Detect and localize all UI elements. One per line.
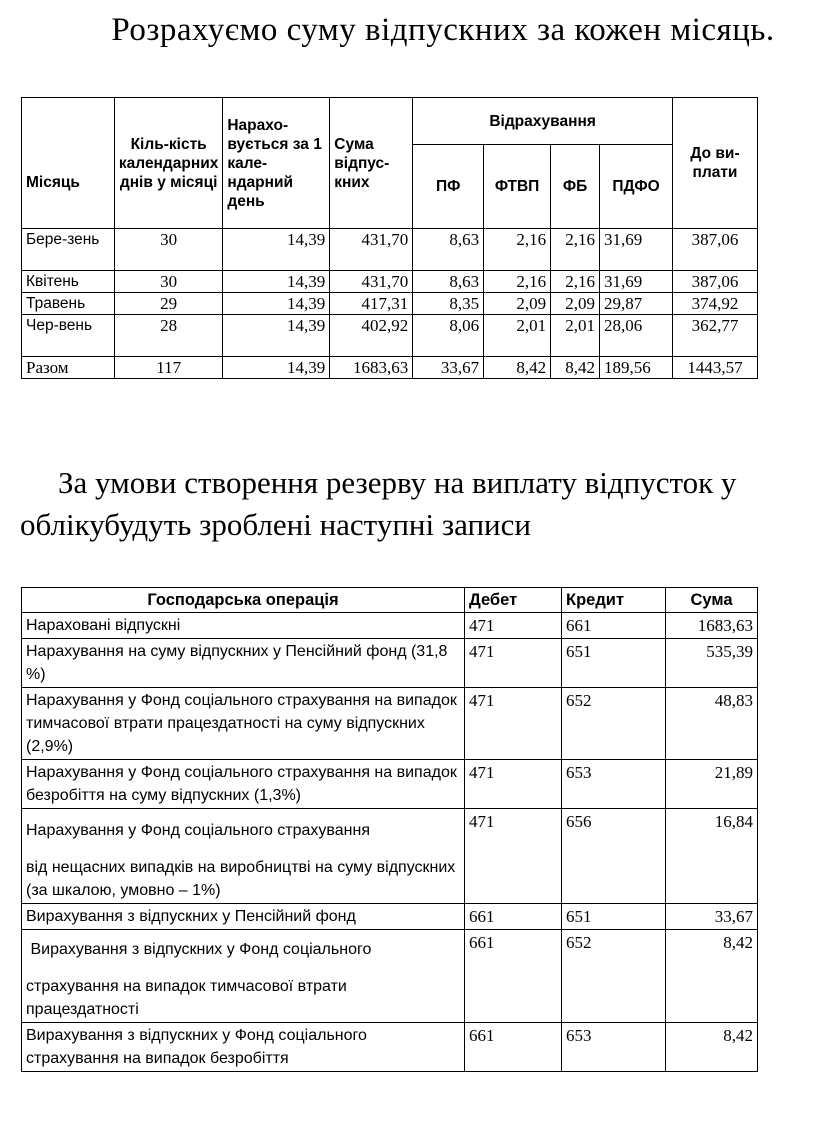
cell-payout: 362,77 [673, 315, 758, 357]
cell-days: 29 [114, 293, 222, 315]
cell-sum: 431,70 [330, 229, 413, 271]
cell-pdfo: 31,69 [600, 271, 673, 293]
header-deductions: Відрахування [413, 98, 673, 145]
cell-sum: 8,42 [666, 930, 758, 1023]
table-row [22, 809, 758, 904]
cell-credit: 652 [562, 930, 666, 1023]
cell-payout: 387,06 [673, 229, 758, 271]
cell-sum: 402,92 [330, 315, 413, 357]
table-row [22, 315, 758, 357]
table-row [22, 293, 758, 315]
cell-debit: 471 [465, 809, 562, 904]
cell-ftvp: 2,09 [484, 293, 551, 315]
cell-month: Травень [22, 293, 115, 315]
header-credit: Кредит [562, 588, 666, 613]
cell-debit: 661 [465, 930, 562, 1023]
cell-per-day: 14,39 [223, 293, 330, 315]
header-month: Місяць [22, 98, 115, 229]
cell-debit: 471 [465, 639, 562, 688]
operation-line-a: Вирахування з відпускних у Фонд соціального [26, 941, 372, 958]
cell-sum: 417,31 [330, 293, 413, 315]
cell-pdfo: 29,87 [600, 293, 673, 315]
cell-operation [22, 809, 465, 904]
cell-credit: 651 [562, 639, 666, 688]
cell-credit: 652 [562, 688, 666, 760]
cell-debit: 471 [465, 613, 562, 639]
table-row [22, 613, 758, 639]
cell-operation: Нарахування на суму відпускних у Пенсійний фонд (31,8 %) [22, 639, 465, 688]
journal-entries-table [21, 587, 758, 1072]
operation-line-b: страхування на випадок тимчасової втрати працездатності [26, 978, 352, 1018]
header-ftvp: ФТВП [484, 145, 551, 229]
cell-debit: 471 [465, 760, 562, 809]
cell-debit: 471 [465, 688, 562, 760]
table-row [22, 930, 758, 1023]
cell-sum: 16,84 [666, 809, 758, 904]
cell-payout: 374,92 [673, 293, 758, 315]
cell-debit: 661 [465, 904, 562, 930]
cell-ftvp: 2,16 [484, 229, 551, 271]
table-row [22, 1023, 758, 1072]
header-per-day: Нарахо-вується за 1 кале-ндарний день [223, 98, 330, 229]
cell-sum: 431,70 [330, 271, 413, 293]
table-row [22, 639, 758, 688]
cell-sum: 8,42 [666, 1023, 758, 1072]
table-row [22, 760, 758, 809]
cell-ftvp: 8,42 [484, 357, 551, 379]
cell-sum: 48,83 [666, 688, 758, 760]
cell-fb: 2,09 [551, 293, 600, 315]
header-sum: Сума [666, 588, 758, 613]
cell-credit: 651 [562, 904, 666, 930]
operation-line-b: від нещасних випадків на виробництві на суму відпускних (за шкалою, умовно – 1%) [26, 859, 456, 899]
header-pdfo: ПДФО [600, 145, 673, 229]
cell-days: 117 [114, 357, 222, 379]
cell-pdfo: 28,06 [600, 315, 673, 357]
cell-per-day: 14,39 [223, 229, 330, 271]
cell-per-day: 14,39 [223, 357, 330, 379]
cell-pf: 8,35 [413, 293, 484, 315]
cell-month: Разом [22, 357, 115, 379]
cell-pf: 8,06 [413, 315, 484, 357]
cell-month: Квітень [22, 271, 115, 293]
cell-operation: Нарахування у Фонд соціального страхування на випадок тимчасової втрати працездатності на суму відпускних (2,9%) [22, 688, 465, 760]
cell-month: Бере-зень [22, 229, 115, 271]
cell-per-day: 14,39 [223, 271, 330, 293]
cell-operation: Нарахування у Фонд соціального страхування на випадок безробіття на суму відпускних (1,3%) [22, 760, 465, 809]
cell-sum: 21,89 [666, 760, 758, 809]
cell-pf: 8,63 [413, 271, 484, 293]
vacation-pay-table [21, 97, 758, 379]
table-row-total [22, 357, 758, 379]
header-pf: ПФ [413, 145, 484, 229]
cell-pf: 8,63 [413, 229, 484, 271]
cell-per-day: 14,39 [223, 315, 330, 357]
header-days: Кіль-кість календарних днів у місяці [114, 98, 222, 229]
cell-sum: 535,39 [666, 639, 758, 688]
table-row [22, 904, 758, 930]
cell-ftvp: 2,01 [484, 315, 551, 357]
cell-payout: 1443,57 [673, 357, 758, 379]
cell-debit: 661 [465, 1023, 562, 1072]
cell-fb: 2,01 [551, 315, 600, 357]
cell-ftvp: 2,16 [484, 271, 551, 293]
cell-operation [22, 930, 465, 1023]
cell-fb: 2,16 [551, 229, 600, 271]
reserve-paragraph: За умови створення резерву на виплату відпусток у облікубудуть зроблені наступні записи [20, 465, 737, 542]
header-operation: Господарська операція [22, 588, 465, 613]
cell-operation: Нараховані відпускні [22, 613, 465, 639]
cell-days: 28 [114, 315, 222, 357]
cell-month: Чер-вень [22, 315, 115, 357]
cell-operation: Вирахування з відпускних у Пенсійний фонд [22, 904, 465, 930]
header-payout: До ви-плати [673, 98, 758, 229]
cell-pf: 33,67 [413, 357, 484, 379]
cell-pdfo: 189,56 [600, 357, 673, 379]
cell-sum: 1683,63 [330, 357, 413, 379]
cell-fb: 8,42 [551, 357, 600, 379]
table-row [22, 688, 758, 760]
operation-line-a: Нарахування у Фонд соціального страхування [26, 822, 370, 839]
cell-payout: 387,06 [673, 271, 758, 293]
cell-credit: 656 [562, 809, 666, 904]
cell-days: 30 [114, 271, 222, 293]
cell-operation: Вирахування з відпускних у Фонд соціального страхування на випадок безробіття [22, 1023, 465, 1072]
cell-pdfo: 31,69 [600, 229, 673, 271]
cell-credit: 661 [562, 613, 666, 639]
page-heading: Розрахуємо суму відпускних за кожен місяць. [111, 12, 775, 48]
cell-sum: 1683,63 [666, 613, 758, 639]
cell-days: 30 [114, 229, 222, 271]
cell-credit: 653 [562, 1023, 666, 1072]
cell-credit: 653 [562, 760, 666, 809]
table-row [22, 271, 758, 293]
header-fb: ФБ [551, 145, 600, 229]
table-row [22, 229, 758, 271]
header-debit: Дебет [465, 588, 562, 613]
header-sum: Сума відпус-кних [330, 98, 413, 229]
cell-fb: 2,16 [551, 271, 600, 293]
cell-sum: 33,67 [666, 904, 758, 930]
